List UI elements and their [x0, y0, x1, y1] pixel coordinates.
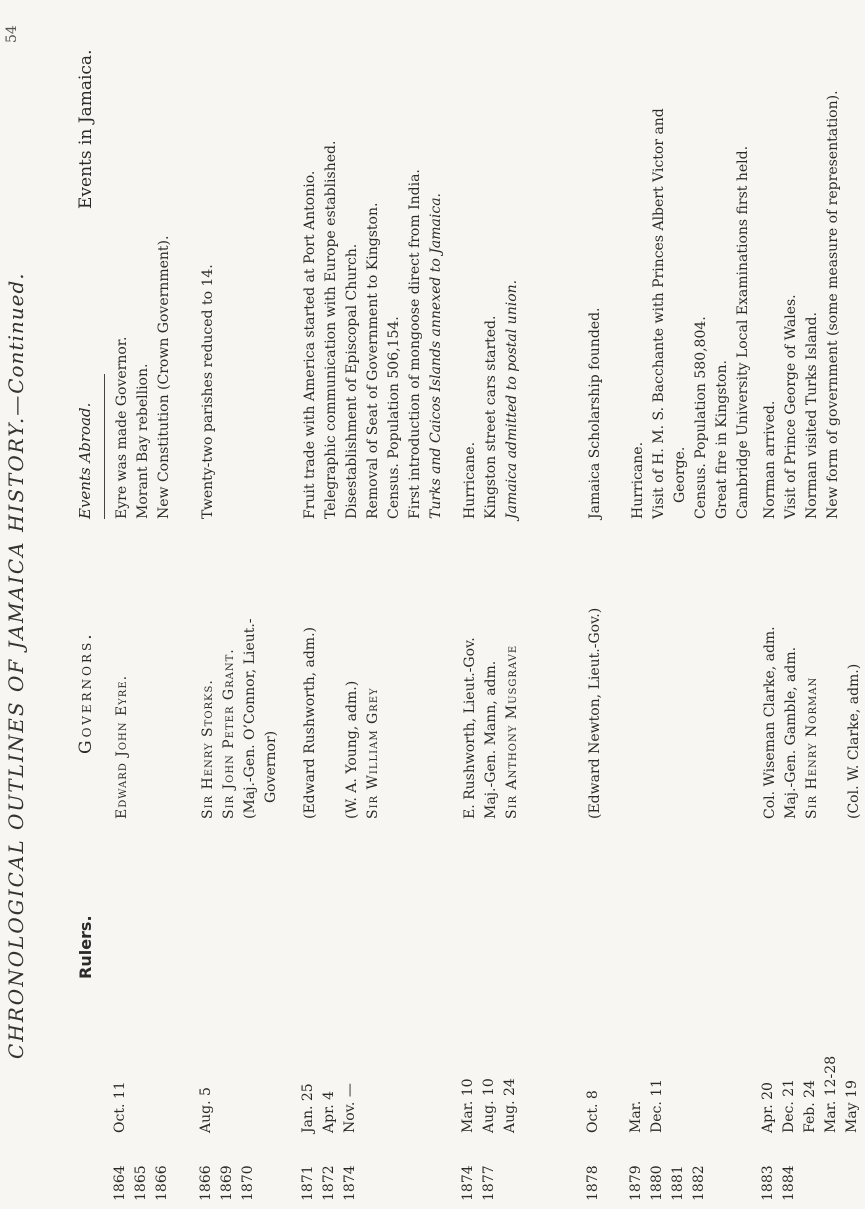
column-header-events-abroad: Events Abroad. [76, 402, 94, 519]
header-rule [104, 374, 105, 519]
year: 1869 [219, 1165, 235, 1201]
jamaica-event: Census. Population 506,154. [386, 316, 402, 519]
jamaica-event: Visit of H. M. S. Bacchante with Princes Albert Victor and [651, 108, 667, 519]
governor-entry: (W. A. Young, adm.) [344, 680, 360, 819]
governor-entry [823, 519, 844, 819]
jamaica-event: Hurricane. [462, 441, 478, 519]
jamaica-event: Fruit trade with America started at Port Antonio. [302, 170, 318, 519]
governor-entry: (Col. W. Clarke, adm.) [846, 663, 862, 819]
governor-entry: Edward John Eyre. [114, 674, 130, 819]
jamaica-event: Kingston street cars started. [483, 315, 499, 519]
day: Aug. 10 [481, 1078, 497, 1133]
year: 1872 [321, 1165, 337, 1201]
year: 1881 [670, 1165, 686, 1201]
jamaica-events-cell [460, 0, 523, 519]
jamaica-event: Great fire in Kingston. [714, 360, 730, 519]
governor-entry: Col. Wiseman Clarke, adm. [762, 626, 778, 819]
governors-cell [300, 519, 384, 819]
jamaica-event: Morant Bay rebellion. [135, 363, 151, 519]
jamaica-events-cell [585, 0, 606, 519]
governor-entry: Governor) [263, 730, 279, 803]
governors-cell [198, 519, 282, 819]
day: Mar. 12-28 [823, 1055, 839, 1133]
jamaica-event: Disestablishment of Episcopal Church. [344, 243, 360, 519]
year: 1880 [649, 1165, 665, 1201]
day: Feb. 24 [802, 1080, 818, 1133]
jamaica-event: Turks and Caicos Islands annexed to Jamaica. [428, 193, 444, 519]
jamaica-events-cell [760, 0, 844, 519]
day: Apr. 4 [321, 1090, 337, 1133]
jamaica-event: Hurricane. [630, 441, 646, 519]
year: 1865 [133, 1165, 149, 1201]
governor-entry: Sir William Grey [365, 687, 381, 819]
year: 1877 [481, 1165, 497, 1201]
jamaica-event: Norman visited Turks Island. [804, 312, 820, 519]
year: 1870 [240, 1165, 256, 1201]
jamaica-events-cell [112, 0, 175, 519]
governors-cell [112, 519, 133, 819]
running-head-title: CHRONOLOGICAL OUTLINES [4, 700, 28, 1059]
jamaica-event: New Constitution (Crown Government). [156, 235, 172, 519]
year: 1864 [112, 1165, 128, 1201]
year: 1866 [154, 1165, 170, 1201]
column-header-events-jamaica: Events in Jamaica. [76, 49, 96, 209]
jamaica-event: Eyre was made Governor. [114, 336, 130, 519]
jamaica-events-cell [198, 0, 219, 519]
governor-entry: Sir Henry Storks. [200, 679, 216, 819]
governors-cell [760, 519, 865, 819]
day: Dec. 21 [781, 1078, 797, 1133]
governor-entry: E. Rushworth, Lieut.-Gov. [462, 637, 478, 819]
day: Oct. 11 [112, 1081, 128, 1133]
day: Aug. 24 [502, 1078, 518, 1133]
day: Aug. 5 [198, 1087, 214, 1133]
running-head [4, 272, 28, 1059]
jamaica-event: First introduction of mongoose direct from India. [407, 169, 423, 519]
year: 1871 [300, 1165, 316, 1201]
year: 1879 [628, 1165, 644, 1201]
governor-entry: Sir Henry Norman [804, 676, 820, 819]
day: May 19 [844, 1080, 860, 1133]
jamaica-event: Cambridge University Local Examinations first held. [735, 145, 751, 519]
governor-entry [321, 519, 342, 819]
column-header-rulers: Rulers. [76, 915, 95, 979]
year: 1874 [342, 1165, 358, 1201]
day: Apr. 20 [760, 1082, 776, 1133]
governor-entry: (Edward Newton, Lieut.-Gov.) [587, 607, 603, 819]
day: Nov. — [342, 1083, 358, 1133]
governor-entry: Sir John Peter Grant. [221, 648, 237, 819]
jamaica-events-cell [628, 0, 754, 519]
year: 1884 [781, 1165, 797, 1201]
jamaica-event: Twenty-two parishes reduced to 14. [200, 264, 216, 519]
governors-cell [460, 519, 523, 819]
jamaica-events-cell [300, 0, 447, 519]
column-header-governors: Governors. [76, 631, 96, 754]
jamaica-event: Visit of Prince George of Wales. [783, 294, 799, 519]
governors-cell [585, 519, 606, 819]
governor-entry: Maj.-Gen. Mann, adm. [483, 660, 499, 819]
jamaica-event: Norman arrived. [762, 400, 778, 519]
governor-entry: Maj.-Gen. Gamble, adm. [783, 646, 799, 819]
jamaica-event: George. [672, 446, 688, 503]
day: Jan. 25 [300, 1083, 316, 1133]
page-number: 54 [4, 25, 20, 43]
year: 1878 [585, 1165, 601, 1201]
governor-entry: Sir Anthony Musgrave [504, 644, 520, 819]
jamaica-event: New form of government (some measure of representation). [825, 90, 841, 519]
jamaica-event: Removal of Seat of Government to Kingston. [365, 202, 381, 519]
jamaica-event: Telegraphic communication with Europe established. [323, 140, 339, 519]
jamaica-event: Jamaica admitted to postal union. [504, 279, 520, 519]
governor-entry: (Maj.-Gen. O’Connor, Lieut.- [242, 618, 258, 819]
jamaica-event: Jamaica Scholarship founded. [587, 307, 603, 519]
year: 1882 [691, 1165, 707, 1201]
day: Mar. 10 [460, 1078, 476, 1133]
year: 1883 [760, 1165, 776, 1201]
day: Dec. 11 [649, 1078, 665, 1133]
running-head-title-2: OF JAMAICA HISTORY.— [4, 393, 28, 701]
day: Oct. 8 [585, 1090, 601, 1133]
governor-entry: (Edward Rushworth, adm.) [302, 627, 318, 819]
year: 1874 [460, 1165, 476, 1201]
year: 1866 [198, 1165, 214, 1201]
day: Mar. [628, 1100, 644, 1133]
jamaica-event: Census. Population 580,804. [693, 316, 709, 519]
running-head-continued: Continued. [4, 272, 28, 394]
